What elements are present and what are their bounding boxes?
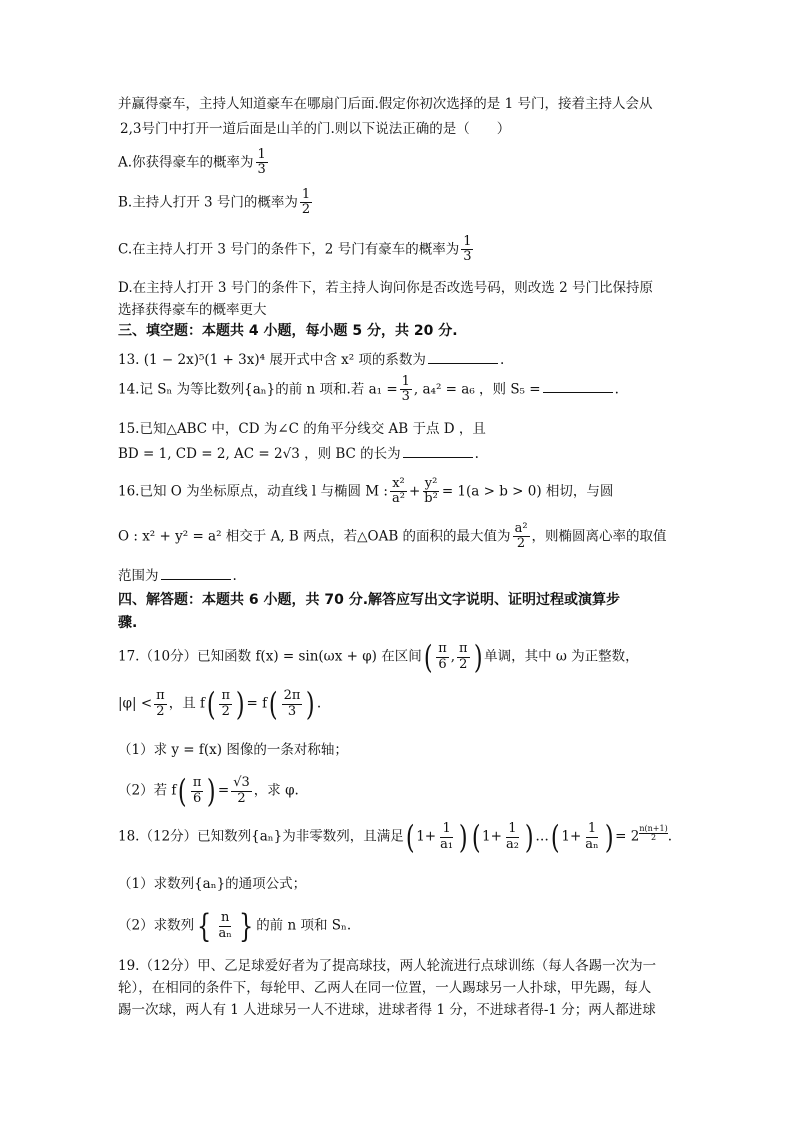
question-17-part-2: （2）若 f( $\frac{\pi}{6}$ ) = $\frac{√3}{2}$ ，求 φ. — [118, 772, 299, 810]
option-c-fraction — [461, 235, 473, 265]
q18-term-n-one: 1+ — [561, 828, 582, 845]
q17-2-value — [231, 776, 252, 806]
answer-blank — [161, 567, 231, 580]
question-19-line-2: 轮），在相同的条件下，每轮甲、乙两人在同一位置，一人踢球另一人扑球，甲先踢，每人 — [118, 980, 652, 996]
intro-line-1: 并赢得豪车，主持人知道豪车在哪扇门后面.假定你初次选择的是 1 号门，接着主持人会从 — [118, 96, 653, 112]
q16-text-c: O : x² + y² = a² 相交于 A, B 两点，若△OAB 的面积的最大值为 — [118, 528, 511, 545]
q18-2-text-b: 的前 n 项和 Sₙ. — [256, 917, 352, 934]
answer-blank — [403, 445, 473, 458]
q17-text-b: 单调，其中 ω 为正整数， — [484, 648, 639, 665]
question-17-part-1: （1）求 y = f(x) 图像的一条对称轴； — [118, 742, 348, 758]
numerator: π — [192, 775, 202, 791]
q18-term-2-fraction — [504, 822, 521, 852]
denominator: 2 — [516, 536, 526, 552]
q17-arg-1 — [219, 689, 232, 719]
denominator: a₁ — [440, 836, 454, 852]
numerator: a² — [514, 521, 528, 536]
q16-text-a: 16.已知 O 为坐标原点，动直线 l 与椭圆 M : — [118, 483, 388, 500]
q17-2-arg — [191, 776, 204, 806]
denominator: aₙ — [218, 925, 232, 941]
denominator: 2 — [221, 703, 230, 719]
q17-interval-left — [436, 642, 449, 672]
q18-term-1-fraction — [438, 822, 455, 852]
option-a-text: A.你获得豪车的概率为 — [118, 154, 254, 171]
option-a — [118, 148, 270, 178]
numerator: 1 — [463, 234, 472, 249]
answer-blank — [543, 380, 613, 393]
numerator: 1 — [587, 821, 597, 837]
q18-term-1-one: 1+ — [416, 828, 437, 845]
question-17-line-2: |φ| < $\frac{\pi}{2}$ ，且 f( $\frac{\pi}{2}$ ) = f( $\frac{2\pi}{3}$ ) . — [118, 685, 322, 723]
intro-line-2: 2,3号门中打开一道后面是山羊的门.则以下说法正确的是（ ） — [120, 121, 511, 137]
denominator: 2 — [301, 202, 311, 218]
numerator: n(n+1) — [639, 823, 668, 833]
q18-term-2-one: 1+ — [482, 828, 502, 845]
option-b-text: B.主持人打开 3 号门的概率为 — [118, 194, 298, 211]
denominator: 2 — [459, 656, 468, 672]
question-16-line-2 — [118, 522, 667, 552]
q16-area-fraction — [513, 522, 530, 552]
question-18-part-2: （2）求数列{ $\frac{n}{\text{aₙ}}$ } 的前 n 项和 Sₙ. — [118, 907, 352, 945]
question-18-part-1: （1）求数列{aₙ}的通项公式； — [118, 876, 307, 892]
numerator: x² — [392, 476, 405, 491]
question-15-line-2: BD = 1, CD = 2, AC = 2√3 ，则 BC 的长为 . — [118, 446, 479, 462]
section-3-heading: 三、填空题：本题共 4 小题，每小题 5 分，共 20 分. — [118, 323, 458, 339]
option-b-fraction — [300, 188, 312, 218]
section-4-heading-2: 骤. — [118, 615, 138, 631]
denominator: 2 — [237, 790, 246, 806]
denominator: 3 — [401, 389, 410, 405]
q14-fraction — [400, 375, 412, 405]
numerator: π — [438, 641, 447, 657]
q13-text: 13. (1 − 2x)⁵(1 + 3x)⁴ 展开式中含 x² 项的系数为 — [118, 352, 426, 368]
q18-term-n-fraction — [583, 822, 600, 852]
q17-text-d: ，且 f — [168, 695, 205, 712]
numerator: y² — [424, 476, 438, 491]
numerator: π — [156, 688, 165, 704]
question-18-line-1: 18.（12分）已知数列{aₙ}为非零数列，且满足( 1+ $\frac{1}{\text{a₁}}$ ) ( 1+ $\frac{1}{\text{a₂}}$ ) …( 1+ $\frac{1}{\text{aₙ}}$ ) = 2 $\frac{n(n+1)}{2}$ . — [118, 818, 672, 856]
q16-text-e: 范围为 — [118, 568, 159, 584]
q17-interval-right — [457, 642, 470, 672]
option-d-line-2: 选择获得豪车的概率更大 — [118, 302, 267, 318]
numerator: 1 — [257, 147, 266, 162]
option-d-line-1: D.在主持人打开 3 号门的条件下，若主持人询问你是否改选号码，则改选 2 号门比保持原 — [118, 280, 653, 296]
answer-blank — [428, 351, 498, 364]
q16-x-fraction — [390, 477, 407, 507]
q17-text-a: 17.（10分）已知函数 f(x) = sin(ωx + φ) 在区间 — [118, 648, 422, 665]
option-c — [118, 235, 475, 265]
question-17-line-1: 17.（10分）已知函数 f(x) = sin(ωx + φ) 在区间( $\frac{\pi}{6}$ , $\frac{\pi}{2}$ ) 单调，其中 ω 为正整数， — [118, 638, 639, 676]
denominator: aₙ — [585, 836, 599, 852]
q17-phi-bound — [154, 689, 167, 719]
question-14: 14.记 Sₙ 为等比数列{aₙ}的前 n 项和.若 a₁ = $\frac{1}{3}$ , a₄² = a₆ ，则 S₅ = . — [118, 374, 619, 405]
q18-text-a: 18.（12分）已知数列{aₙ}为非零数列，且满足 — [118, 828, 404, 845]
numerator: π — [221, 688, 231, 704]
numerator: √3 — [233, 775, 250, 791]
numerator: n — [220, 910, 230, 926]
q18-2-text-a: （2）求数列 — [118, 917, 195, 934]
q17-text-f: . — [316, 695, 322, 712]
q14-text-a: 14.记 Sₙ 为等比数列{aₙ}的前 n 项和.若 a₁ = — [118, 381, 398, 398]
denominator: 3 — [257, 162, 266, 178]
q18-equals: = 2 — [615, 828, 640, 845]
q15-text-b: BD = 1, CD = 2, AC = 2√3 ，则 BC 的长为 — [118, 446, 401, 462]
question-16-line-3: 范围为 . — [118, 568, 237, 584]
question-19-line-3: 踢一次球，两人有 1 人进球另一人不进球，进球者得 1 分，不进球者得-1 分；两人都进球 — [118, 1002, 656, 1018]
q17-2-text-a: （2）若 f — [118, 782, 177, 799]
q17-text-e: = f — [246, 695, 268, 712]
q16-y-fraction — [422, 477, 440, 507]
q17-2-text-b: = — [217, 782, 230, 799]
q18-ellipsis: … — [535, 828, 549, 845]
question-15-line-1: 15.已知△ABC 中，CD 为∠C 的角平分线交 AB 于点 D ，且 — [118, 421, 486, 437]
option-a-fraction — [256, 148, 268, 178]
numerator: 1 — [301, 187, 311, 202]
option-b — [118, 188, 314, 218]
q16-text-d: ，则椭圆离心率的取值 — [531, 528, 667, 545]
numerator: 2π — [283, 688, 301, 704]
denominator: 2 — [650, 832, 657, 842]
denominator: 6 — [438, 656, 447, 672]
question-19-line-1: 19.（12分）甲、乙足球爱好者为了提高球技，两人轮流进行点球训练（每人各踢一次为一 — [118, 958, 657, 974]
numerator: 1 — [442, 821, 451, 837]
q17-arg-2 — [282, 689, 303, 719]
question-13: 13. (1 − 2x)⁵(1 + 3x)⁴ 展开式中含 x² 项的系数为 . — [118, 352, 505, 368]
numerator: 1 — [508, 821, 517, 837]
q14-text-b: , a₄² = a₆ ，则 S₅ = — [413, 381, 541, 398]
question-16-line-1: 16.已知 O 为坐标原点，动直线 l 与椭圆 M : $\frac{\text{x²}}{\text{a²}}$ + $\frac{\text{y²}}{\text{b²}}$ = 1(a > b > 0) 相切，与圆 — [118, 476, 614, 507]
denominator: 2 — [156, 703, 165, 719]
denominator: b² — [424, 491, 438, 507]
denominator: 6 — [193, 790, 202, 806]
q17-2-text-c: ，求 φ. — [253, 782, 299, 799]
denominator: 3 — [463, 249, 472, 265]
q18-2-fraction — [216, 911, 233, 941]
option-c-text: C.在主持人打开 3 号门的条件下，2 号门有豪车的概率为 — [118, 241, 460, 258]
denominator: 3 — [287, 703, 297, 719]
section-4-heading-1: 四、解答题：本题共 6 小题，共 70 分.解答应写出文字说明、证明过程或演算步 — [118, 592, 621, 608]
numerator: π — [459, 641, 468, 657]
q18-exponent — [639, 825, 667, 842]
denominator: a₂ — [505, 836, 519, 852]
q16-text-b: = 1(a > b > 0) 相切，与圆 — [441, 483, 614, 500]
q17-text-c: |φ| < — [118, 695, 153, 712]
denominator: a² — [391, 491, 405, 507]
numerator: 1 — [401, 374, 410, 389]
